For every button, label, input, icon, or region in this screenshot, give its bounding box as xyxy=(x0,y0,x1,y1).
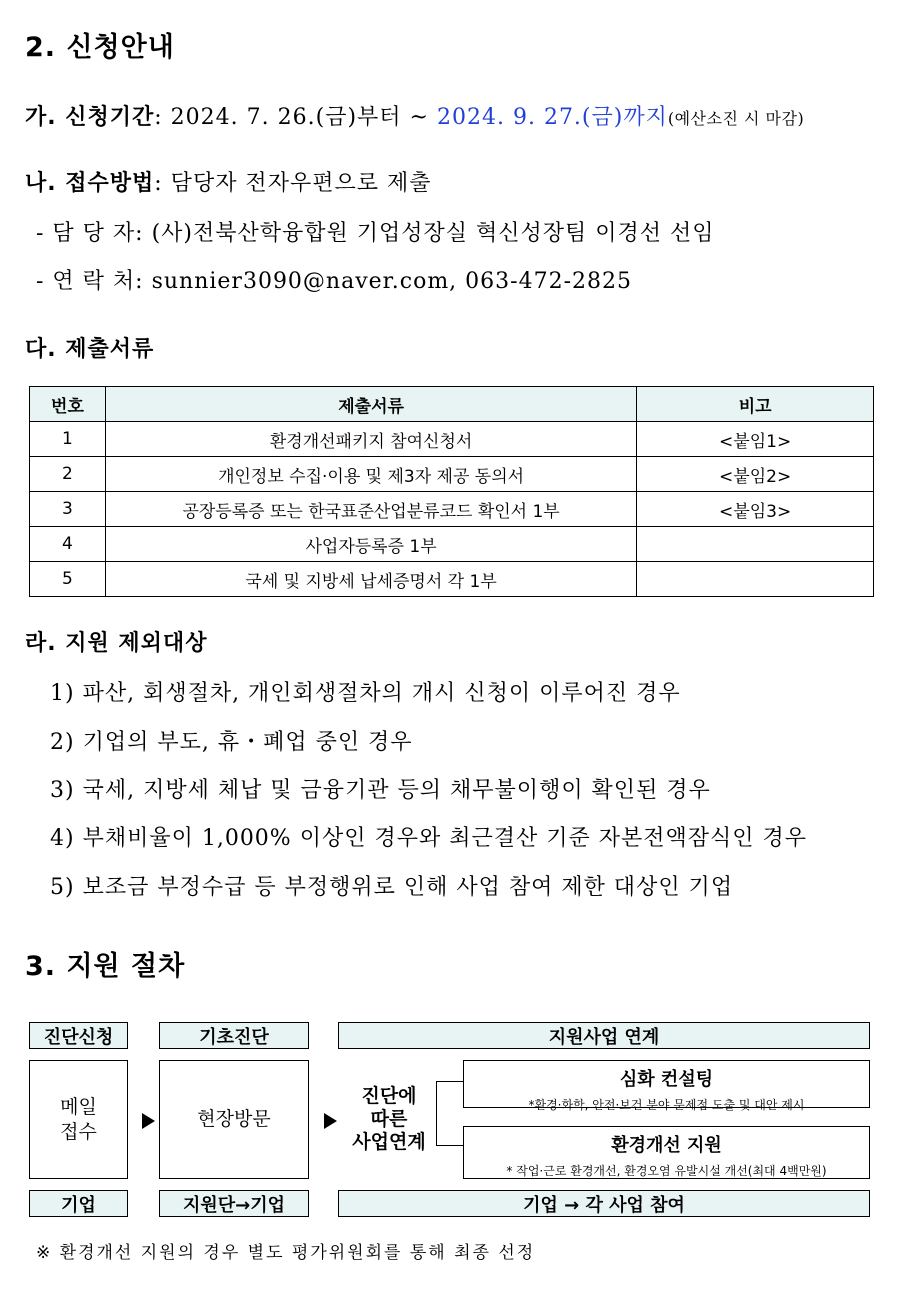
section-3-title: 3. 지원 절차 xyxy=(25,951,186,982)
list-item: 1) 파산, 회생절차, 개인회생절차의 개시 신청이 이루어진 경우 xyxy=(50,681,681,706)
row-number: 1 xyxy=(30,422,106,457)
row-number: 2 xyxy=(30,457,106,492)
step3-footer: 기업 → 각 사업 참여 xyxy=(338,1190,870,1217)
exclusion-heading xyxy=(25,626,207,657)
row-document: 환경개선패키지 참여신청서 xyxy=(105,422,636,457)
contact-person: - 담 당 자: (사)전북산학융합원 기업성장실 혁신성장팀 이경선 선임 xyxy=(36,221,715,246)
submission-method xyxy=(25,166,431,197)
step1-header: 진단신청 xyxy=(29,1022,128,1049)
row-document: 공장등록증 또는 한국표준산업분류코드 확인서 1부 xyxy=(105,492,636,527)
period-start: : 2024. 7. 26.(금)부터 ~ xyxy=(154,105,437,130)
row-number: 5 xyxy=(30,562,106,597)
table-row xyxy=(30,422,874,457)
row-remark xyxy=(637,527,874,562)
row-remark: <붙임2> xyxy=(637,457,874,492)
exclusion-label: 라. 지원 제외대상 xyxy=(25,631,208,656)
step3-body: 진단에 따른 사업연계 xyxy=(352,1085,426,1153)
row-number: 3 xyxy=(30,492,106,527)
list-item: 3) 국세, 지방세 체납 및 금융기관 등의 채무불이행이 확인된 경우 xyxy=(50,778,711,803)
table-row xyxy=(30,492,874,527)
section-2-title: 2. 신청안내 xyxy=(25,32,175,63)
application-period-label: 가. 신청기간 xyxy=(25,105,155,130)
header-document: 제출서류 xyxy=(105,387,636,422)
connector-bottom xyxy=(436,1145,463,1146)
header-remark: 비고 xyxy=(637,387,874,422)
selection-note: ※ 환경개선 지원의 경우 별도 평가위원회를 통해 최종 선정 xyxy=(36,1243,536,1263)
sub-environment-title: 환경개선 지원 xyxy=(611,1135,722,1156)
list-item: 4) 부채비율이 1,000% 이상인 경우와 최근결산 기준 자본전액잠식인 경우 xyxy=(50,826,807,851)
documents-table xyxy=(29,386,874,597)
row-remark: <붙임3> xyxy=(637,492,874,527)
table-row xyxy=(30,527,874,562)
connector-top xyxy=(436,1081,463,1082)
submission-method-text: : 담당자 전자우편으로 제출 xyxy=(154,171,432,196)
step3-header: 지원사업 연계 xyxy=(338,1022,870,1049)
sub-environment-desc: * 작업·근로 환경개선, 환경오염 유발시설 개선(최대 4백만원) xyxy=(506,1164,827,1178)
step1-body: 메일 접수 xyxy=(29,1060,128,1179)
sub-consulting xyxy=(463,1060,870,1112)
arrow-right-icon xyxy=(142,1113,155,1129)
row-number: 4 xyxy=(30,527,106,562)
application-period xyxy=(25,100,804,131)
table-row xyxy=(30,562,874,597)
header-number: 번호 xyxy=(30,387,106,422)
row-document: 국세 및 지방세 납세증명서 각 1부 xyxy=(105,562,636,597)
row-document: 사업자등록증 1부 xyxy=(105,527,636,562)
sub-environment xyxy=(463,1126,870,1179)
step1-footer: 기업 xyxy=(29,1190,128,1217)
row-document: 개인정보 수집·이용 및 제3자 제공 동의서 xyxy=(105,457,636,492)
arrow-right-icon xyxy=(324,1113,337,1129)
list-item: 2) 기업의 부도, 휴・폐업 중인 경우 xyxy=(50,730,413,755)
sub-consulting-title: 심화 컨설팅 xyxy=(619,1069,714,1090)
table-header-row xyxy=(30,387,874,422)
period-note: (예산소진 시 마감) xyxy=(667,109,805,128)
step2-footer: 지원단→기업 xyxy=(159,1190,309,1217)
connector-vertical xyxy=(436,1081,437,1145)
contact-info: - 연 락 처: sunnier3090@naver.com, 063-472-2825 xyxy=(36,269,633,294)
row-remark: <붙임1> xyxy=(637,422,874,457)
required-documents-heading xyxy=(25,332,154,363)
list-item: 5) 보조금 부정수급 등 부정행위로 인해 사업 참여 제한 대상인 기업 xyxy=(50,875,734,900)
sub-consulting-desc: *환경·화학, 안전·보건 분야 문제점 도출 및 대안 제시 xyxy=(528,1098,805,1112)
submission-method-label: 나. 접수방법 xyxy=(25,171,155,196)
table-row xyxy=(30,457,874,492)
period-deadline: 2024. 9. 27.(금)까지 xyxy=(436,105,668,130)
required-documents-label: 다. 제출서류 xyxy=(25,337,155,362)
step2-header: 기초진단 xyxy=(159,1022,309,1049)
step2-body: 현장방문 xyxy=(159,1060,309,1179)
row-remark xyxy=(637,562,874,597)
